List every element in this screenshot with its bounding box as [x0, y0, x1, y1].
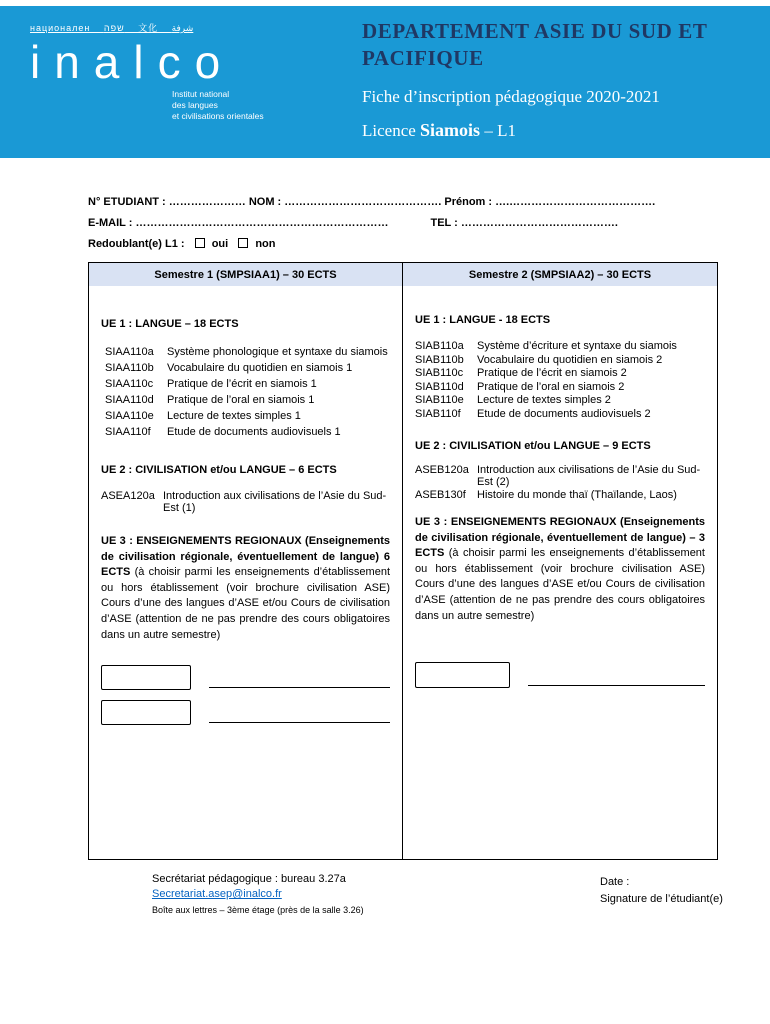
course-label: Système phonologique et syntaxe du siamois [167, 346, 388, 358]
course-label: Pratique de l’écrit en siamois 2 [477, 367, 627, 379]
course-row [101, 426, 390, 438]
sem1-ue3-text: (à choisir parmi les enseignements d’établissement ou hors établissement (voir brochure civilisation ASE) Cours d’une des langues d’ASE et/ou Cours de civilisation d’ASE (attention de ne pas prendre des cours obligatoires dans un autre semestre) [101, 566, 390, 641]
course-entry-row [101, 665, 390, 690]
option-oui-label: oui [211, 238, 229, 250]
course-row [101, 378, 390, 390]
sem1-ue3-title: UE 3 : ENSEIGNEMENTS REGIONAUX (Enseignements de civilisation régionale, éventuellement de langue) 6 ECTS [101, 535, 390, 579]
redoublant-label: Redoublant(e) L1 : [88, 238, 185, 250]
course-code: SIAA110b [105, 362, 154, 374]
course-code: ASEB130f [415, 489, 466, 501]
course-code: SIAA110e [105, 410, 154, 422]
course-write-line[interactable] [209, 687, 390, 688]
semester2-column [403, 263, 717, 859]
course-label: Pratique de l’écrit en siamois 1 [167, 378, 317, 390]
checkbox-oui[interactable] [195, 238, 205, 248]
header-banner [0, 6, 770, 158]
secretariat-block [152, 872, 364, 916]
sem1-ue1-title: UE 1 : LANGUE – 18 ECTS [101, 318, 239, 330]
course-row [415, 354, 705, 366]
logo-multilingual-scripts: национален שפה 文化 شرفة [30, 23, 194, 33]
course-label: Pratique de l’oral en siamois 2 [477, 380, 625, 393]
header-titles [362, 18, 754, 141]
course-code: SIAB110c [415, 367, 464, 379]
registration-table [88, 262, 718, 860]
course-row [101, 346, 390, 358]
course-code: SIAB110f [415, 407, 461, 420]
course-row [415, 394, 705, 406]
sem2-ue1-title: UE 1 : LANGUE - 18 ECTS [415, 314, 551, 326]
course-code-entry-box[interactable] [101, 665, 191, 690]
tel-field-label: TEL : ……………………………………. [430, 217, 618, 229]
logo-subtitle [172, 89, 264, 122]
course-label: Système d’écriture et syntaxe du siamois [477, 340, 677, 352]
course-code: SIAB110a [415, 340, 464, 352]
course-code: SIAA110a [105, 346, 154, 358]
course-code-entry-box[interactable] [101, 700, 191, 725]
date-label: Date : [600, 876, 630, 888]
sem1-ue2-title: UE 2 : CIVILISATION et/ou LANGUE – 6 ECTS [101, 464, 337, 476]
sem2-ue3-text: (à choisir parmi les enseignements d’établissement ou hors établissement (voir brochure civilisation ASE) Cours d’une des langues d’ASE et/ou Cours de civilisation d’ASE (attention de ne pas prendre des cours obligatoires dans un autre semestre) [415, 547, 705, 622]
course-row [415, 408, 705, 420]
course-entry-row [415, 662, 705, 688]
secretariat-email-link[interactable]: Secretariat.asep@inalco.fr [152, 888, 282, 901]
course-row [415, 489, 705, 501]
course-code: ASEB120a [415, 463, 469, 476]
course-code: SIAA110c [105, 378, 154, 390]
course-row [101, 410, 390, 422]
redoublant-row [88, 238, 720, 250]
licence-suffix: – L1 [480, 120, 516, 140]
logo-subtitle-line1: Institut national [172, 89, 230, 100]
course-row [101, 490, 390, 514]
semester2-body [403, 286, 717, 688]
logo-subtitle-line3: et civilisations orientales [172, 111, 264, 122]
course-row [415, 367, 705, 379]
option-non-label: non [255, 238, 276, 250]
sem2-ue2-title: UE 2 : CIVILISATION et/ou LANGUE – 9 ECTS [415, 439, 651, 452]
inalco-logo [30, 18, 264, 122]
course-row [101, 362, 390, 374]
course-row [415, 340, 705, 352]
inalco-wordmark: inalco [30, 36, 235, 88]
course-write-line[interactable] [528, 685, 705, 686]
student-info-section [88, 196, 720, 259]
course-code-entry-box[interactable] [415, 662, 510, 688]
semester1-body [89, 286, 402, 725]
logo-subtitle-line2: des langues [172, 100, 218, 111]
course-code: ASEA120a [101, 490, 155, 502]
course-label: Etude de documents audiovisuels 2 [477, 407, 651, 420]
checkbox-non[interactable] [238, 238, 248, 248]
mailbox-note: Boîte aux lettres – 3ème étage (près de la salle 3.26) [152, 904, 364, 915]
form-title: Fiche d’inscription pédagogique 2020-2021 [362, 86, 660, 106]
sem2-ue3-paragraph [415, 515, 705, 624]
course-label: Lecture de textes simples 1 [167, 410, 301, 422]
course-row [101, 394, 390, 406]
course-code: SIAB110b [415, 353, 464, 366]
semester2-header: Semestre 2 (SMPSIAA2) – 30 ECTS [403, 263, 717, 286]
department-title: DEPARTEMENT ASIE DU SUD ET PACIFIQUE [362, 19, 708, 71]
course-entry-row [101, 700, 390, 725]
course-label: Etude de documents audiovisuels 1 [167, 426, 341, 438]
course-label: Introduction aux civilisations de l’Asie du Sud-Est (1) [163, 490, 387, 514]
course-write-line[interactable] [209, 722, 390, 723]
course-code: SIAA110d [105, 394, 154, 406]
semester1-header: Semestre 1 (SMPSIAA1) – 30 ECTS [89, 263, 402, 286]
course-code: SIAA110f [105, 426, 151, 438]
course-label: Vocabulaire du quotidien en siamois 1 [167, 362, 353, 374]
course-label: Pratique de l’oral en siamois 1 [167, 394, 315, 406]
sem1-ue3-paragraph [101, 534, 390, 643]
email-field-label: E-MAIL : …………………………………………………………… [88, 217, 389, 229]
course-label: Lecture de textes simples 2 [477, 394, 611, 406]
course-row [415, 464, 705, 488]
secretariat-office: Secrétariat pédagogique : bureau 3.27a [152, 873, 346, 885]
signature-block [600, 874, 723, 908]
licence-prefix: Licence [362, 120, 421, 140]
course-row [415, 381, 705, 393]
student-id-name-row: N° ETUDIANT : ………………… NOM : ……………………………………. Prénom : ….…………………………………. [88, 196, 656, 208]
signature-label: Signature de l’étudiant(e) [600, 893, 723, 906]
student-contact-row [88, 217, 720, 229]
licence-program: Siamois [420, 119, 481, 140]
course-label: Histoire du monde thaï (Thaïlande, Laos) [477, 489, 677, 501]
sem2-ue3-title: UE 3 : ENSEIGNEMENTS REGIONAUX (Enseignements de civilisation régionale, éventuellement de langue) – 3 ECTS [415, 516, 705, 560]
licence-line [362, 120, 754, 141]
semester1-column [89, 263, 403, 859]
course-label: Vocabulaire du quotidien en siamois 2 [477, 353, 663, 366]
course-code: SIAB110d [415, 380, 464, 393]
course-label: Introduction aux civilisations de l’Asie du Sud-Est (2) [477, 463, 701, 488]
course-code: SIAB110e [415, 394, 464, 406]
